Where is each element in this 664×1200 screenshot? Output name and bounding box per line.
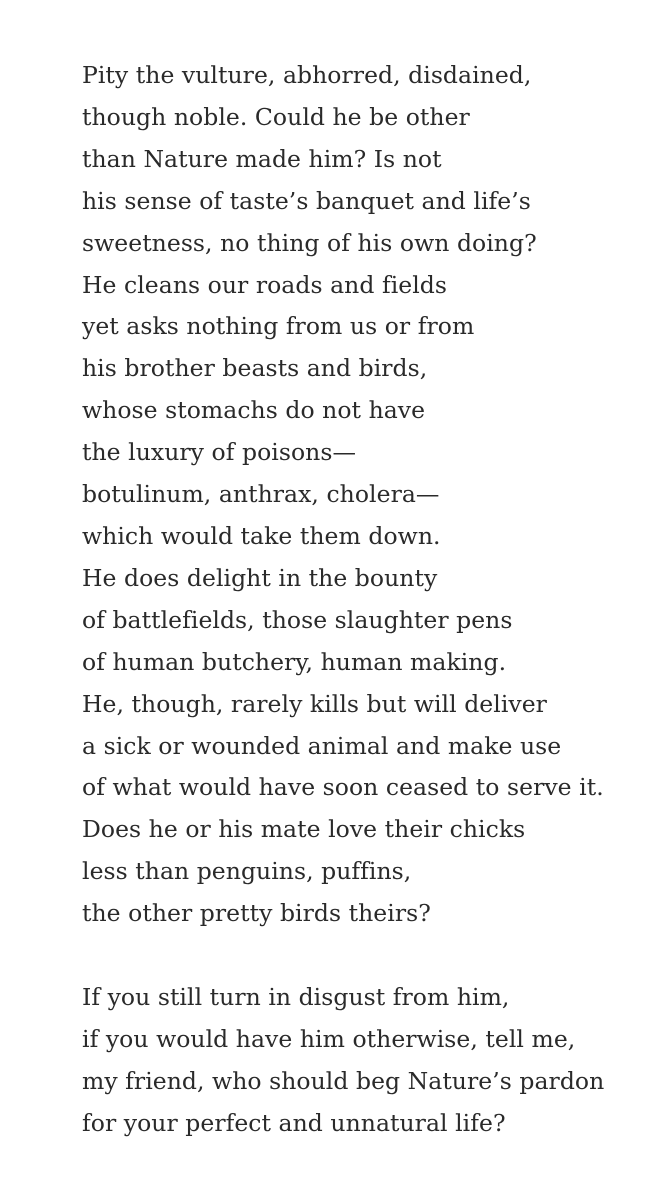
poem-line: If you still turn in disgust from him, xyxy=(82,983,510,1012)
poem-line: Pity the vulture, abhorred, disdained, xyxy=(82,61,532,89)
poem-line: Does he or his mate love their chicks xyxy=(82,815,526,844)
poem-line: He does delight in the bounty xyxy=(82,563,438,592)
poem-line: less than penguins, puffins, xyxy=(82,857,412,886)
poem-line: of battlefields, those slaughter pens xyxy=(82,605,513,634)
stanza-1 xyxy=(82,55,642,935)
poem-line: if you would have him otherwise, tell me, xyxy=(82,1024,576,1053)
poem xyxy=(82,55,642,1145)
poem-line: than Nature made him? Is not xyxy=(82,144,442,173)
poem-line: which would take them down. xyxy=(82,521,441,550)
poem-line: sweetness, no thing of his own doing? xyxy=(82,228,537,257)
poem-line: a sick or wounded animal and make use xyxy=(82,731,562,760)
poem-line: his sense of taste’s banquet and life’s xyxy=(82,186,531,215)
poem-line: my friend, who should beg Nature’s pardon xyxy=(82,1066,605,1095)
poem-line: whose stomachs do not have xyxy=(82,396,426,425)
poem-line: yet asks nothing from us or from xyxy=(82,312,475,341)
poem-line: the other pretty birds theirs? xyxy=(82,899,431,928)
poem-line: for your perfect and unnatural life? xyxy=(82,1108,506,1137)
poem-line: though noble. Could he be other xyxy=(82,102,470,131)
stanza-2 xyxy=(82,977,642,1145)
poem-line: the luxury of poisons— xyxy=(82,438,357,467)
poem-line: He, though, rarely kills but will deliver xyxy=(82,689,547,718)
poem-line: of human butchery, human making. xyxy=(82,647,507,676)
poem-line: of what would have soon ceased to serve it. xyxy=(82,773,604,802)
poem-line: He cleans our roads and fields xyxy=(82,270,447,299)
poem-line: his brother beasts and birds, xyxy=(82,354,428,383)
poem-line: botulinum, anthrax, cholera— xyxy=(82,480,440,509)
